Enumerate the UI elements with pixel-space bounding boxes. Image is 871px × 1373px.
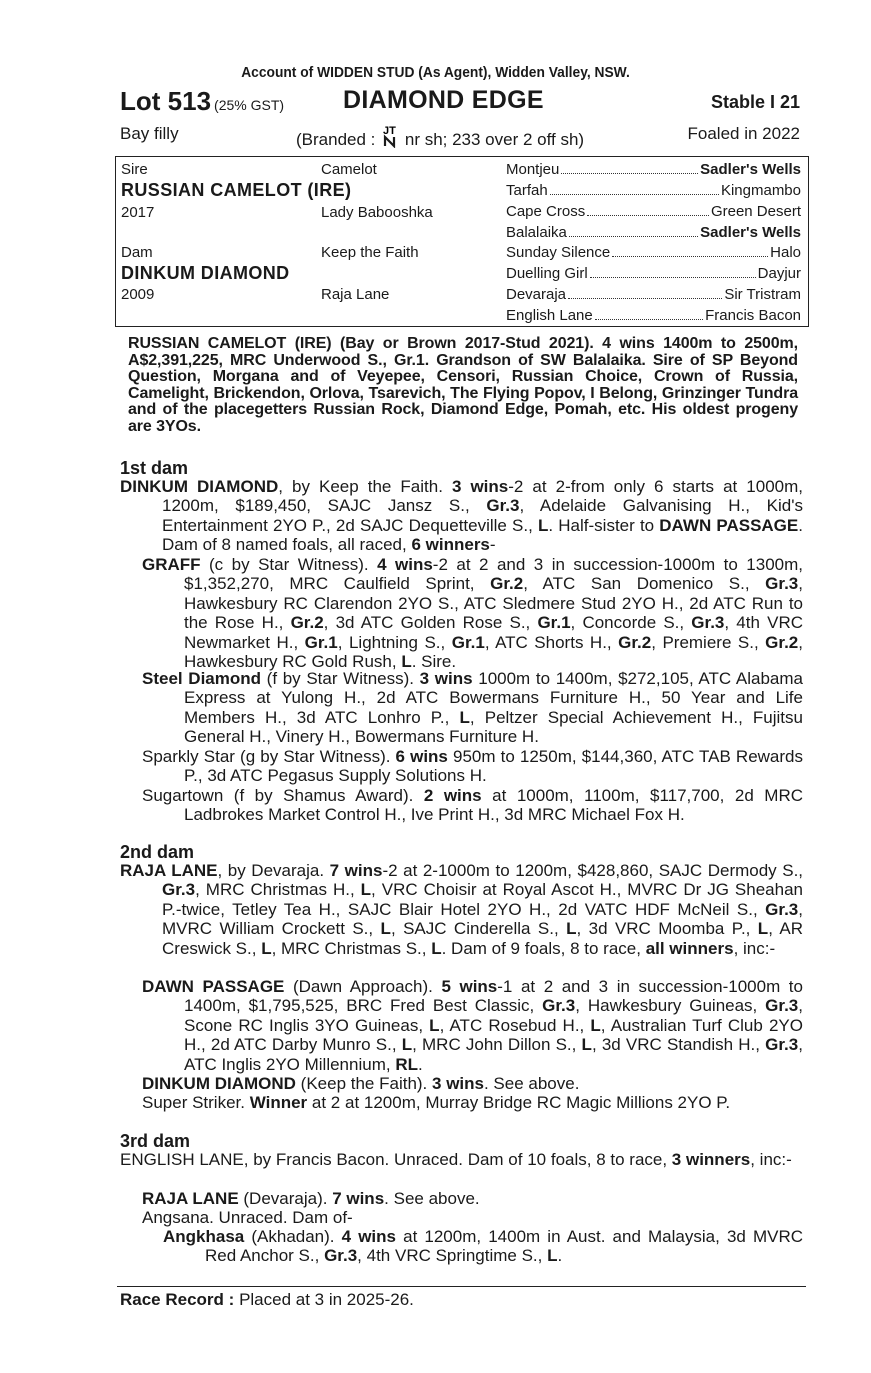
leader-dots (587, 203, 709, 216)
branded-suffix: nr sh; 233 over 2 off sh) (404, 130, 585, 149)
ancestor-sire-name: Sir Tristram (724, 286, 801, 303)
progeny-entry: Steel Diamond (f by Star Witness). 3 wins 1000m to 1400m, $272,105, ATC Alabama Express at Yulong H., 2d ATC Bowermans Furniture H., 50 Year and Life Members H., 3d ATC Lonhro P., L, Peltzer Special Achievement H., Fujitsu General H., Vinery H., Bowermans Furniture H. (142, 669, 803, 747)
dam-label: Dam (121, 244, 153, 261)
lot-label: Lot 513 (120, 86, 212, 116)
ancestor-sire-name: Sadler's Wells (700, 224, 801, 241)
race-record-text: Placed at 3 in 2025-26. (239, 1290, 414, 1309)
svg-text:JT: JT (383, 125, 396, 137)
third-dam-entry: ENGLISH LANE, by Francis Bacon. Unraced. Dam of 10 foals, 8 to race, 3 winners, inc:- (120, 1150, 792, 1169)
sire-year: 2017 (121, 204, 155, 221)
ancestor-sire-name: Dayjur (757, 265, 801, 282)
leader-dots (612, 244, 768, 257)
third-generation-row (506, 224, 801, 241)
vendor-account: Account of WIDDEN STUD (As Agent), Widden Valley, NSW. (241, 64, 630, 81)
ancestor-sire-name: Halo (770, 244, 801, 261)
stable-number: Stable I 21 (710, 92, 800, 112)
third-dam-heading: 3rd dam (120, 1131, 191, 1151)
ancestor-name: Duelling Girl (506, 265, 588, 282)
progeny-entry: Angsana. Unraced. Dam of- (142, 1208, 353, 1227)
sex-colour: Bay filly (120, 124, 179, 143)
lot-number (120, 86, 284, 117)
third-generation-row (506, 203, 801, 220)
branded-prefix: (Branded : (296, 130, 376, 149)
ancestor-sire-name: Green Desert (710, 203, 801, 220)
leader-dots (568, 286, 722, 299)
leader-dots (569, 224, 698, 237)
leader-dots (595, 307, 703, 320)
ancestor-name: Tarfah (506, 182, 548, 199)
ancestor-sire-name: Kingmambo (720, 182, 801, 199)
sire-summary: RUSSIAN CAMELOT (IRE) (Bay or Brown 2017-Stud 2021). 4 wins 1400m to 2500m, A$2,391,225, MRC Underwood S., Gr.1. Grandson of SW Balalaika. Sire of SP Beyond Question, Morgana and of Veyepee, Censori, Russian Choice, Crown of Russia, Camelight, Brickendon, Orlova, Tsarevich, The Flying Popov, I Belong, Grinzinger Tundra and of the placegetters Russian Rock, Diamond Edge, Pomah, etc. His oldest progeny are 3YOs. (128, 335, 798, 435)
dam-dam: Raja Lane (321, 286, 390, 303)
third-generation-row (506, 265, 801, 282)
third-generation-row (506, 182, 801, 199)
sire-sire: Camelot (321, 161, 377, 178)
ancestor-name: English Lane (506, 307, 593, 324)
first-dam-heading: 1st dam (120, 458, 189, 478)
ancestor-name: Montjeu (506, 161, 560, 178)
race-record-label: Race Record : (120, 1290, 235, 1309)
ancestor-name: Cape Cross (506, 203, 586, 220)
pedigree-table (115, 156, 809, 327)
ancestor-name: Balalaika (506, 224, 567, 241)
progeny-entry: Sparkly Star (g by Star Witness). 6 wins 950m to 1250m, $144,360, ATC TAB Rewards P., 3d ATC Pegasus Supply Solutions H. (142, 747, 803, 786)
grand-progeny-entry: Angkhasa (Akhadan). 4 wins at 1200m, 1400m in Aust. and Malaysia, 3d MVRC Red Anchor S., Gr.3, 4th VRC Springtime S., L. (163, 1227, 804, 1266)
ancestor-sire-name: Francis Bacon (705, 307, 801, 324)
sire-dam: Lady Babooshka (321, 204, 433, 221)
third-generation-row (506, 244, 801, 261)
ancestor-name: Devaraja (506, 286, 567, 303)
sire-label: Sire (121, 161, 148, 178)
second-dam-heading: 2nd dam (120, 842, 195, 862)
dam-sire: Keep the Faith (321, 244, 419, 261)
progeny-entry: Super Striker. Winner at 2 at 1200m, Murray Bridge RC Magic Millions 2YO P. (142, 1093, 731, 1112)
progeny-entry: Sugartown (f by Shamus Award). 2 wins at 1000m, 1100m, $117,700, 2d MRC Ladbrokes Market Control H., Ive Print H., 3d MRC Michael Fox H. (142, 786, 804, 825)
second-dam-entry: RAJA LANE, by Devaraja. 7 wins-2 at 2-1000m to 1200m, $428,860, SAJC Dermody S., Gr.3, MRC Christmas H., L, VRC Choisir at Royal Ascot H., MVRC Dr JG Sheahan P.-twice, Tetley Tea H., SAJC Blair Hotel 2YO H., 2d VATC HDF McNeil S., Gr.3, MVRC William Crockett S., L, SAJC Cinderella S., L, 3d VRC Moomba P., L, AR Creswick S., L, MRC Christmas S., L. Dam of 9 foals, 8 to race, all winners, inc:- (120, 861, 804, 958)
gst-note: (25% GST) (214, 97, 285, 113)
sire-name: RUSSIAN CAMELOT (IRE) (121, 180, 352, 200)
brand-description (296, 124, 584, 153)
ancestor-sire-name: Sadler's Wells (700, 161, 801, 178)
progeny-entry: RAJA LANE (Devaraja). 7 wins. See above. (142, 1189, 480, 1208)
foaled-year: Foaled in 2022 (687, 124, 800, 143)
leader-dots (590, 265, 756, 278)
progeny-entry: DAWN PASSAGE (Dawn Approach). 5 wins-1 at 2 and 3 in succession-1000m to 1400m, $1,795,525, BRC Fred Best Classic, Gr.3, Hawkesbury Guineas, Gr.3, Scone RC Inglis 3YO Guineas, L, ATC Rosebud H., L, Australian Turf Club 2YO H., 2d ATC Darby Munro S., L, MRC John Dillon S., L, 3d VRC Standish H., Gr.3, ATC Inglis 2YO Millennium, RL. (142, 977, 803, 1074)
leader-dots (561, 161, 698, 174)
progeny-entry: DINKUM DIAMOND (Keep the Faith). 3 wins. See above. (142, 1074, 580, 1093)
leader-dots (550, 182, 719, 195)
first-dam-entry: DINKUM DIAMOND, by Keep the Faith. 3 wins-2 at 2-from only 6 starts at 1000m, 1200m, $189,450, SAJC Jansz S., Gr.3, Adelaide Galvanising H., Kid's Entertainment 2YO P., 2d SAJC Dequetteville S., L. Half-sister to DAWN PASSAGE. Dam of 8 named foals, all raced, 6 winners- (120, 477, 803, 555)
race-record (120, 1290, 414, 1310)
brand-mark-icon (382, 124, 398, 153)
third-generation-row (506, 286, 801, 303)
dam-name: DINKUM DIAMOND (121, 263, 290, 283)
horse-name: DIAMOND EDGE (343, 86, 544, 114)
third-generation-row (506, 307, 801, 324)
progeny-entry: GRAFF (c by Star Witness). 4 wins-2 at 2 and 3 in succession-1000m to 1300m, $1,352,270, MRC Caulfield Sprint, Gr.2, ATC San Domenico S., Gr.3, Hawkesbury RC Clarendon 2YO S., ATC Sledmere Stud 2YO H., 2d ATC Run to the Rose H., Gr.2, 3d ATC Golden Rose S., Gr.1, Concorde S., Gr.3, 4th VRC Newmarket H., Gr.1, Lightning S., Gr.1, ATC Shorts H., Gr.2, Premiere S., Gr.2, Hawkesbury RC Gold Rush, L. Sire. (142, 555, 803, 672)
dam-year: 2009 (121, 286, 155, 303)
divider-rule (117, 1286, 806, 1287)
ancestor-name: Sunday Silence (506, 244, 611, 261)
third-generation-row (506, 161, 801, 178)
